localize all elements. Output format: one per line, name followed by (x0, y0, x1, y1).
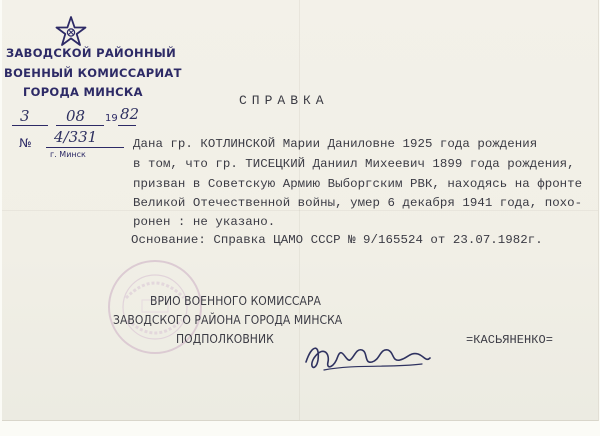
body-line-3: призван в Советскую Армию Выборгским РВК, находясь на фронте (133, 177, 583, 191)
body-line-4: Великой Отечественной войны, умер 6 декабря 1941 года, похо- (133, 196, 583, 210)
date-day: 3 (20, 107, 30, 125)
number-underline (46, 147, 124, 148)
org-name-line-2: ВОЕННЫЙ КОМИССАРИАТ (4, 66, 182, 80)
number-value: 4/331 (54, 128, 98, 146)
signature-title-line-2: ЗАВОДСКОГО РАЙОНА ГОРОДА МИНСКА (113, 313, 343, 327)
city-label: г. Минск (50, 150, 86, 159)
signatory-name: =КАСЬЯНЕНКО= (466, 333, 554, 347)
document-title: СПРАВКА (239, 93, 329, 108)
signature-title-line-1: ВРИО ВОЕННОГО КОМИССАРА (150, 294, 321, 308)
basis-line: Основание: Справка ЦАМО СССР № 9/165524 от 23.07.1982г. (131, 233, 543, 247)
org-name-line-3: ГОРОДА МИНСКА (23, 85, 143, 99)
number-label: № (19, 136, 32, 150)
date-year: 82 (120, 105, 140, 123)
date-month: 08 (66, 107, 86, 125)
fold-crease-horizontal (2, 210, 598, 211)
org-name-line-1: ЗАВОДСКОЙ РАЙОННЫЙ (6, 46, 177, 60)
body-line-5: ронен : не указано. (133, 215, 276, 229)
signature-rank: ПОДПОЛКОВНИК (176, 332, 274, 346)
body-line-2: в том, что гр. ТИСЕЦКИЙ Даниил Михеевич 1899 года рождения, (133, 157, 575, 171)
body-line-1: Дана гр. КОТЛИНСКОЙ Марии Даниловне 1925 года рождения (133, 137, 538, 151)
date-month-underline (56, 125, 104, 126)
date-day-underline (12, 125, 48, 126)
handwritten-signature (294, 332, 434, 380)
date-year-prefix: 19 (105, 113, 118, 124)
date-year-underline (118, 125, 136, 126)
soviet-star-emblem-icon (55, 16, 87, 48)
